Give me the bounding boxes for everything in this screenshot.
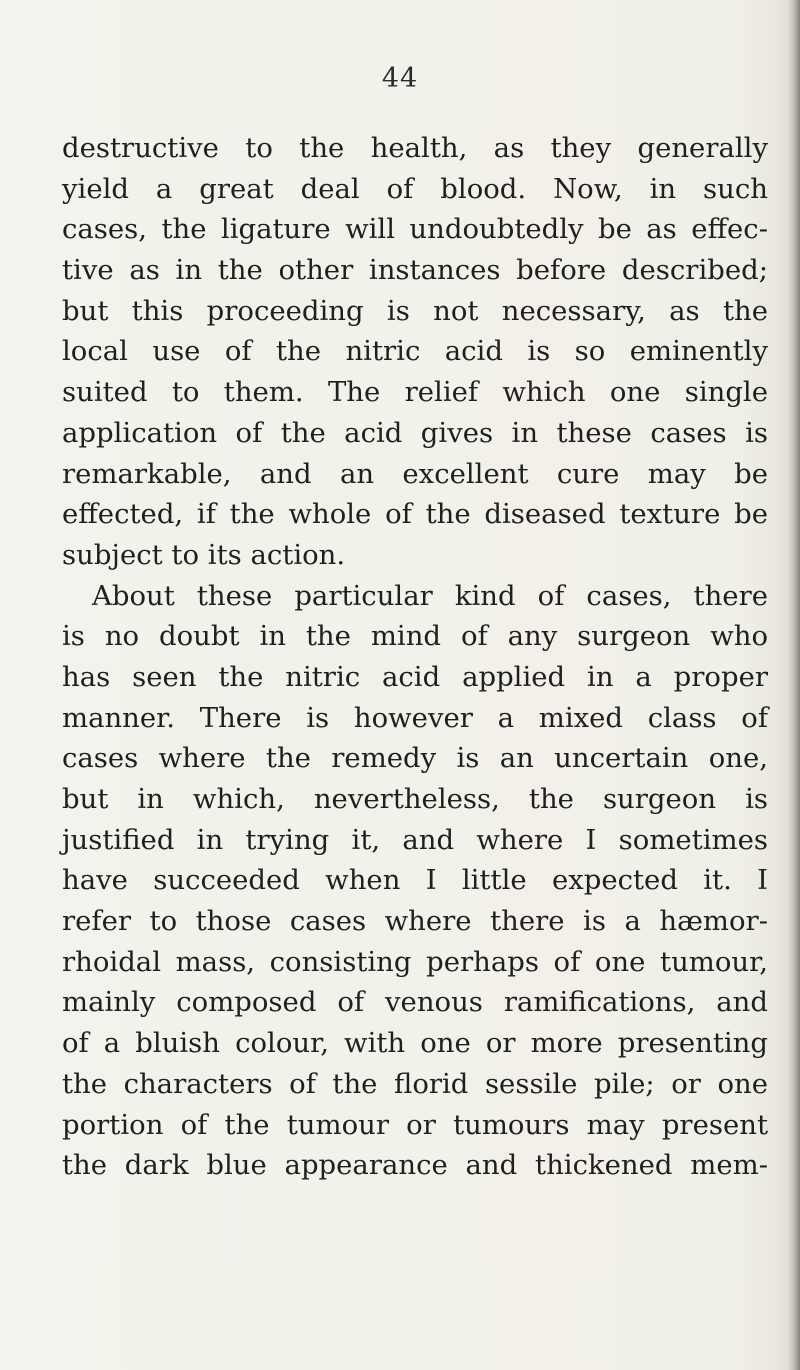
text-line: justified in trying it, and where I sometimes	[62, 823, 768, 856]
text-line: effected, if the whole of the diseased texture be	[62, 498, 768, 531]
text-line: refer to those cases where there is a hæmor-	[62, 905, 768, 938]
text-line: the dark blue appearance and thickened mem-	[62, 1149, 768, 1182]
text-line: suited to them. The relief which one single	[62, 376, 768, 409]
text-line: of a bluish colour, with one or more presenting	[62, 1027, 768, 1060]
text-line: cases where the remedy is an uncertain one,	[62, 742, 768, 775]
page-number: 44	[381, 63, 419, 94]
text-line: is no doubt in the mind of any surgeon who	[62, 620, 768, 653]
text-line: local use of the nitric acid is so eminently	[62, 335, 768, 368]
text-line: mainly composed of venous ramifications, and	[62, 986, 768, 1019]
body-text	[62, 128, 768, 1186]
text-line: manner. There is however a mixed class of	[62, 701, 768, 734]
text-line: but this proceeding is not necessary, as the	[62, 294, 768, 327]
text-line: cases, the ligature will undoubtedly be as effec-	[62, 213, 768, 246]
page-edge-shadow	[788, 0, 800, 1370]
text-line: About these particular kind of cases, there	[92, 579, 768, 612]
text-line: portion of the tumour or tumours may present	[62, 1108, 768, 1141]
text-line: destructive to the health, as they generally	[62, 132, 768, 164]
text-line: application of the acid gives in these cases is	[62, 416, 768, 449]
text-line: remarkable, and an excellent cure may be	[62, 457, 768, 490]
text-line: but in which, nevertheless, the surgeon is	[62, 783, 768, 815]
text-line: the characters of the florid sessile pile; or one	[62, 1067, 768, 1100]
text-line: yield a great deal of blood. Now, in such	[62, 172, 768, 205]
text-line: tive as in the other instances before described;	[62, 254, 768, 287]
text-line: subject to its action.	[62, 538, 346, 571]
text-line: rhoidal mass, consisting perhaps of one tumour,	[62, 945, 768, 978]
text-line: have succeeded when I little expected it. I	[62, 864, 768, 897]
text-line: has seen the nitric acid applied in a proper	[62, 660, 768, 693]
